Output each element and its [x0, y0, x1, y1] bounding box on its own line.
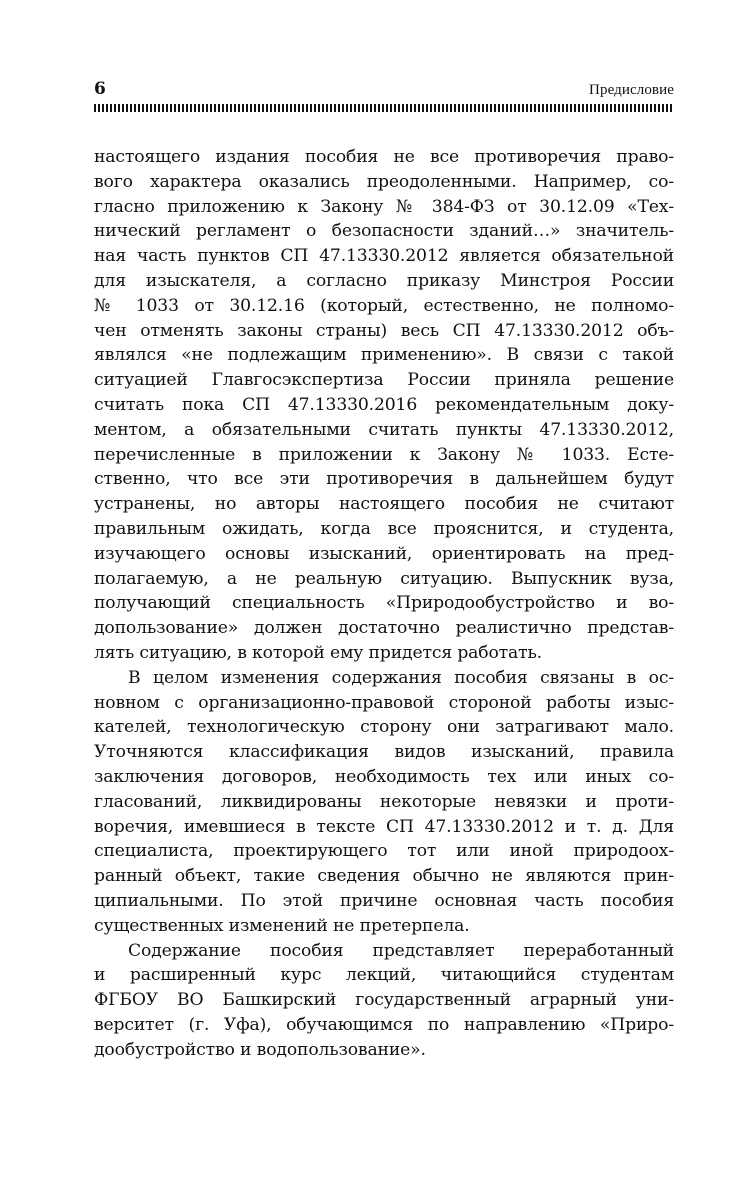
text-line: правильным ожидать, когда все прояснится, и студента, [94, 518, 674, 539]
text-line: и расширенный курс лекций, читающийся студентам [94, 965, 674, 986]
page-number: 6 [94, 79, 106, 99]
body-text [94, 145, 674, 1062]
text-line: Содержание пособия представляет переработанный [128, 940, 674, 961]
text-line: кателей, технологическую сторону они затрагивают мало. [94, 717, 674, 738]
text-line: ментом, а обязательными считать пункты 47.13330.2012, [94, 419, 674, 440]
text-line: ная часть пунктов СП 47.13330.2012 является обязательной [94, 246, 674, 267]
text-line: ственно, что все эти противоречия в дальнейшем будут [94, 469, 674, 490]
text-line: допользование» должен достаточно реалистично представ- [94, 618, 674, 639]
text-line: гласно приложению к Закону № 384-ФЗ от 30.12.09 «Тех- [94, 196, 674, 217]
text-line: получающий специальность «Природообустройство и во- [94, 593, 674, 614]
text-line: ситуацией Главгосэкспертиза России приняла решение [94, 370, 674, 391]
text-line: являлся «не подлежащим применению». В связи с такой [94, 345, 674, 366]
text-line: существенных изменений не претерпела. [94, 915, 470, 936]
text-line: изучающего основы изысканий, ориентировать на пред- [94, 543, 674, 564]
page-header [94, 79, 674, 101]
text-line: В целом изменения содержания пособия связаны в ос- [128, 667, 674, 688]
text-line: лять ситуацию, в которой ему придется работать. [94, 642, 542, 663]
text-line: для изыскателя, а согласно приказу Минстроя России [94, 270, 674, 291]
text-line: ранный объект, такие сведения обычно не являются прин- [94, 866, 674, 887]
text-line: считать пока СП 47.13330.2016 рекомендательным доку- [94, 394, 674, 415]
text-line: чен отменять законы страны) весь СП 47.13330.2012 объ- [94, 320, 674, 341]
text-line: перечисленные в приложении к Закону № 1033. Есте- [94, 444, 674, 465]
text-line: полагаемую, а не реальную ситуацию. Выпускник вуза, [94, 568, 674, 589]
text-line: настоящего издания пособия не все противоречия право- [94, 147, 674, 167]
paragraph-2 [94, 666, 674, 939]
text-line: нический регламент о безопасности зданий…» значитель- [94, 221, 674, 242]
paragraph-3 [94, 939, 674, 1063]
text-line: специалиста, проектирующего тот или иной природоох- [94, 841, 674, 862]
text-line: ципиальными. По этой причине основная часть пособия [94, 890, 674, 911]
text-line: Уточняются классификация видов изысканий, правила [94, 742, 674, 763]
text-line: новном с организационно-правовой стороной работы изыс- [94, 692, 674, 713]
text-line: верситет (г. Уфа), обучающимся по направлению «Приро- [94, 1014, 674, 1035]
text-line: заключения договоров, необходимость тех или иных со- [94, 766, 674, 787]
running-title: Предисловие [589, 82, 674, 98]
text-line: вого характера оказались преодоленными. Например, со- [94, 171, 674, 192]
header-rule [94, 104, 674, 112]
text-line: № 1033 от 30.12.16 (который, естественно, не полномо- [94, 295, 674, 316]
text-line: воречия, имевшиеся в тексте СП 47.13330.2012 и т. д. Для [94, 816, 674, 837]
text-line: гласований, ликвидированы некоторые невязки и проти- [94, 791, 674, 812]
text-line: дообустройство и водопользование». [94, 1039, 426, 1060]
text-line: ФГБОУ ВО Башкирский государственный аграрный уни- [94, 990, 674, 1011]
paragraph-1 [94, 145, 674, 666]
text-line: устранены, но авторы настоящего пособия не считают [94, 494, 674, 515]
